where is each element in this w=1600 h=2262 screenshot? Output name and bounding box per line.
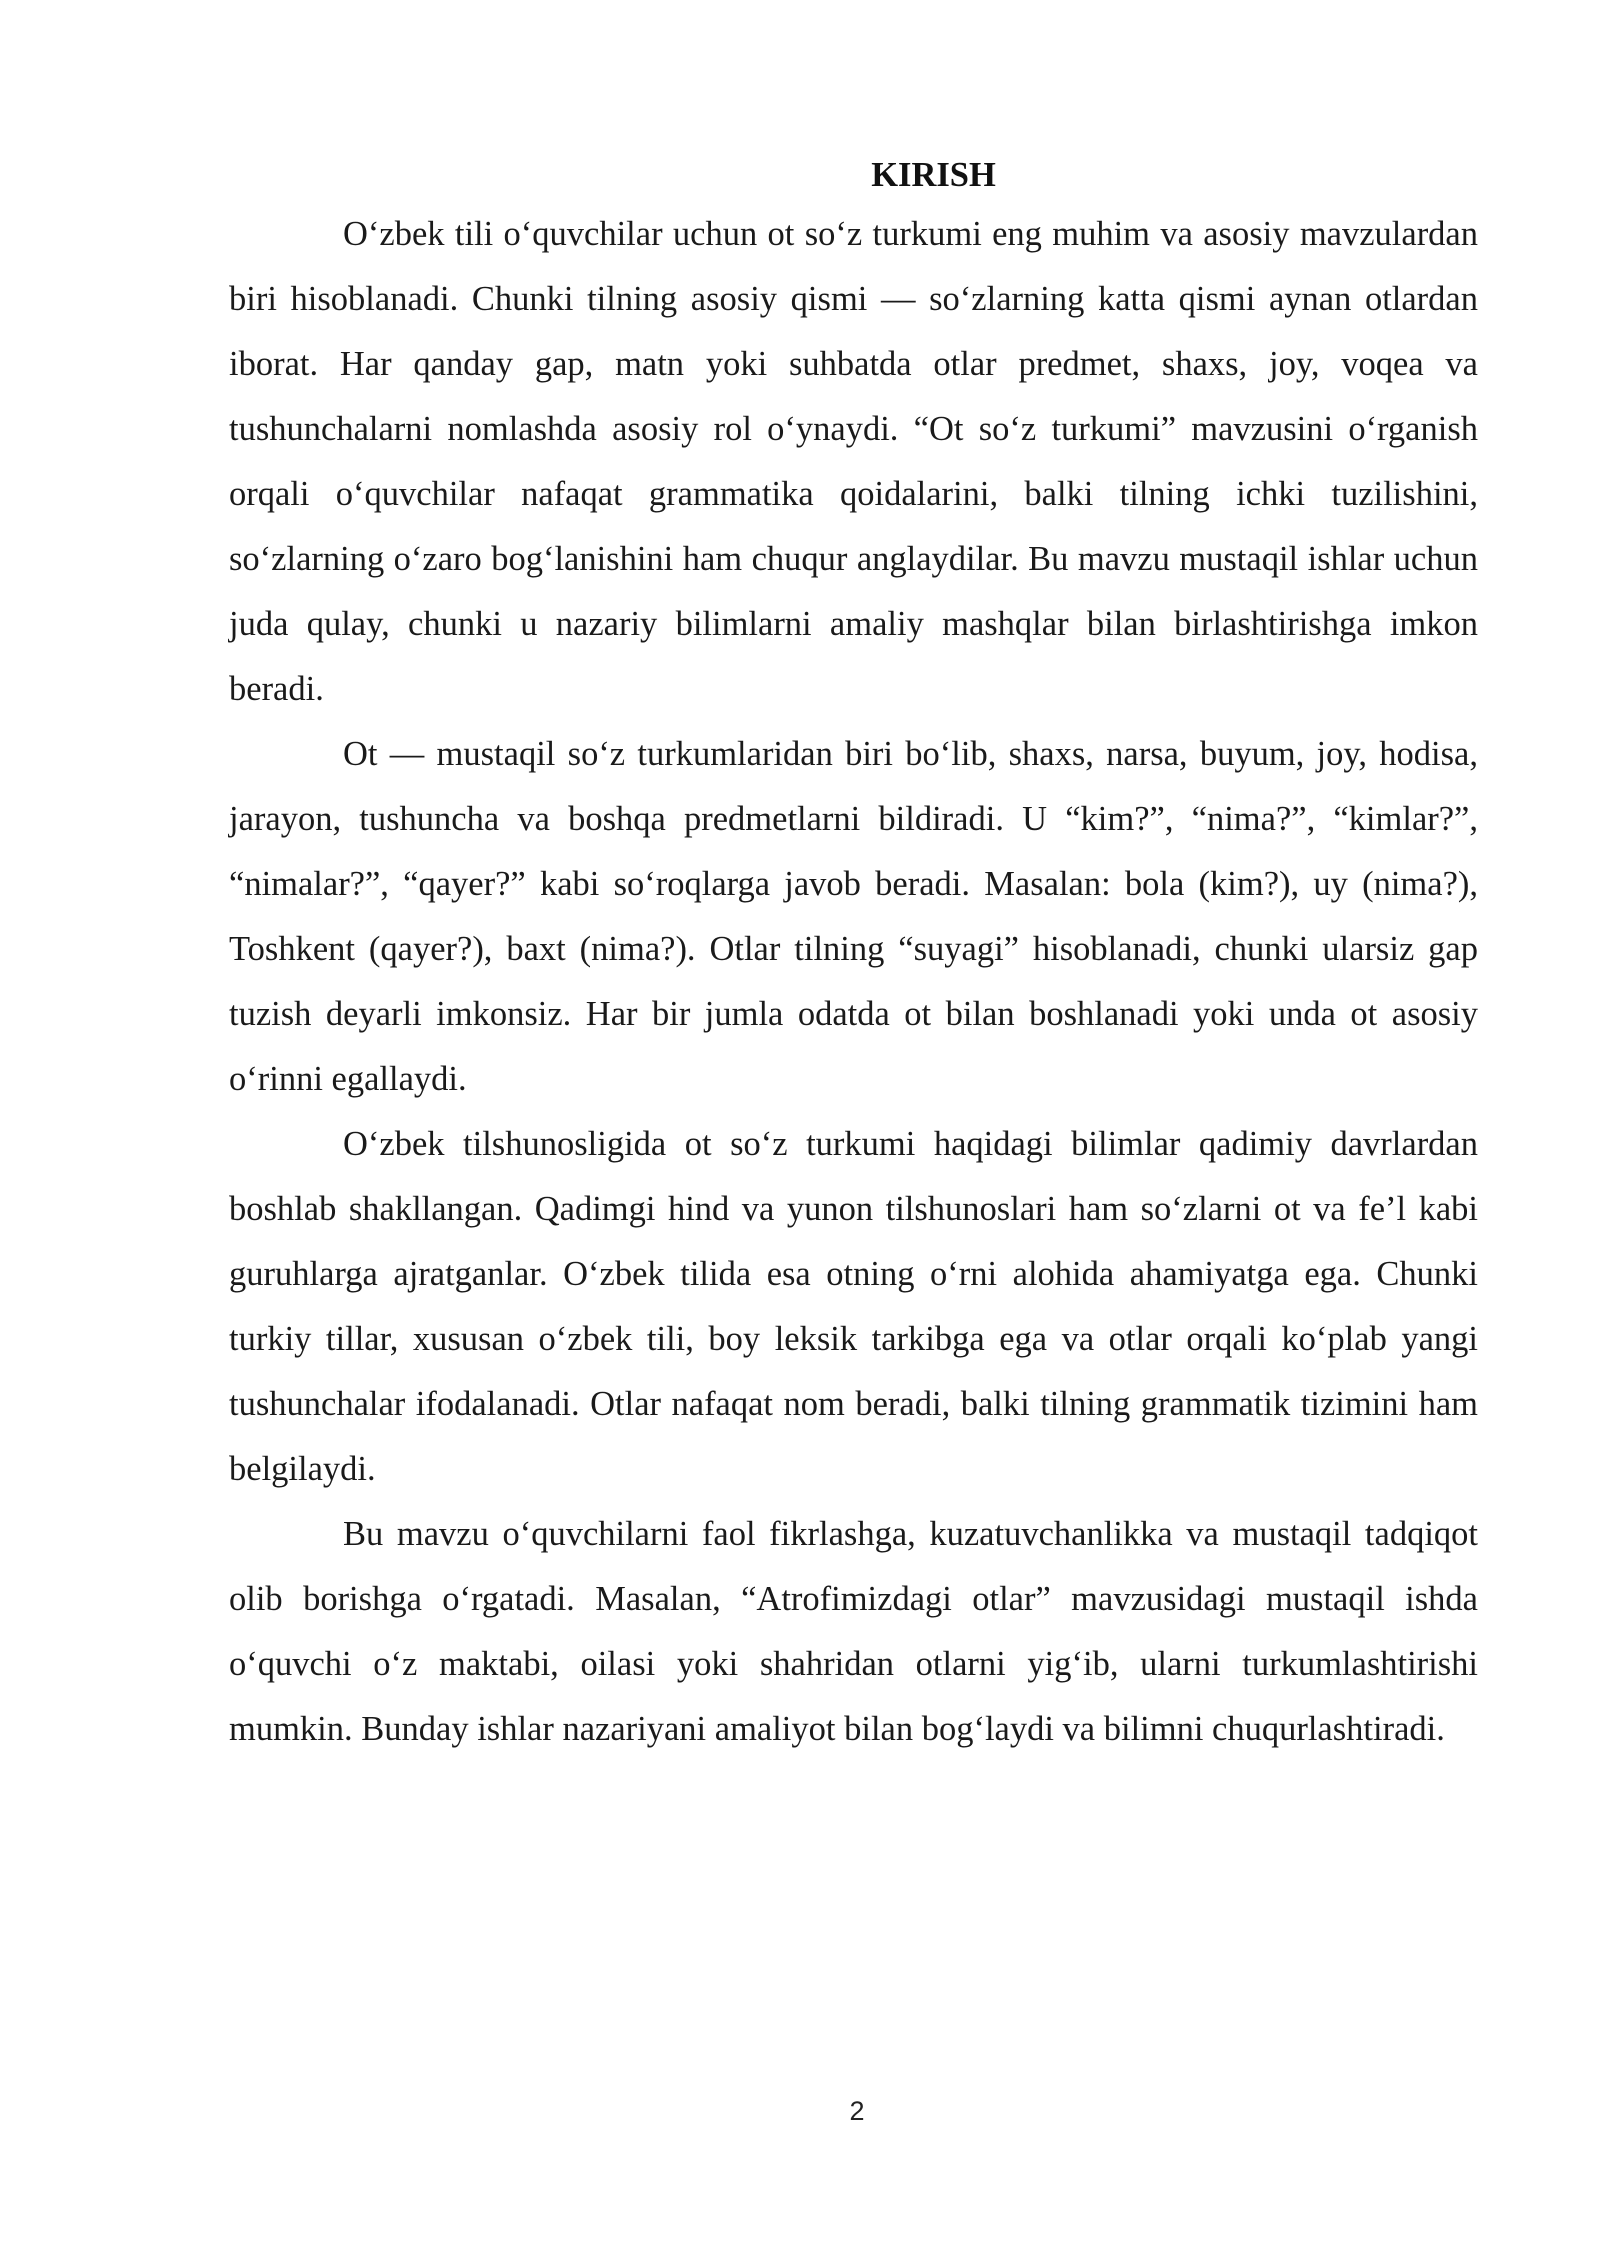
section-heading: KIRISH: [871, 156, 996, 194]
paragraph-4: Bu mavzu o‘quvchilarni faol fikrlashga, kuzatuvchanlikka va mustaqil tadqiqot olib borishga o‘rgatadi. Masalan, “Atrofimizdagi otlar” mavzusidagi mustaqil ishda o‘quvchi o‘z maktabi, oilasi yoki shahridan otlarni yig‘ib, ularni turkumlashtirishi mumkin. Bunday ishlar nazariyani amaliyot bilan bog‘laydi va bilimni chuqurlashtiradi.: [229, 1515, 1478, 1748]
document-body: [229, 148, 1478, 1762]
paragraph-3: O‘zbek tilshunosligida ot so‘z turkumi haqidagi bilimlar qadimiy davrlardan boshlab shakllangan. Qadimgi hind va yunon tilshunoslari ham so‘zlarni ot va fe’l kabi guruhlarga ajratganlar. O‘zbek tilida esa otning o‘rni alohida ahamiyatga ega. Chunki turkiy tillar, xususan o‘zbek tili, boy leksik tarkibga ega va otlar orqali ko‘plab yangi tushunchalar ifodalanadi. Otlar nafaqat nom beradi, balki tilning grammatik tizimini ham belgilaydi.: [229, 1125, 1478, 1488]
paragraph-2: Ot — mustaqil so‘z turkumlaridan biri bo‘lib, shaxs, narsa, buyum, joy, hodisa, jarayon, tushuncha va boshqa predmetlarni bildiradi. U “kim?”, “nima?”, “kimlar?”, “nimalar?”, “qayer?” kabi so‘roqlarga javob beradi. Masalan: bola (kim?), uy (nima?), Toshkent (qayer?), baxt (nima?). Otlar tilning “suyagi” hisoblanadi, chunki ularsiz gap tuzish deyarli imkonsiz. Har bir jumla odatda ot bilan boshlanadi yoki unda ot asosiy o‘rinni egallaydi.: [229, 735, 1478, 1098]
page-number: 2: [849, 2096, 865, 2126]
paragraph-1: O‘zbek tili o‘quvchilar uchun ot so‘z turkumi eng muhim va asosiy mavzulardan biri hisoblanadi. Chunki tilning asosiy qismi — so‘zlarning katta qismi aynan otlardan iborat. Har qanday gap, matn yoki suhbatda otlar predmet, shaxs, joy, voqea va tushunchalarni nomlashda asosiy rol o‘ynaydi. “Ot so‘z turkumi” mavzusini o‘rganish orqali o‘quvchilar nafaqat grammatika qoidalarini, balki tilning ichki tuzilishini, so‘zlarning o‘zaro bog‘lanishini ham chuqur anglaydilar. Bu mavzu mustaqil ishlar uchun juda qulay, chunki u nazariy bilimlarni amaliy mashqlar bilan birlashtirishga imkon beradi.: [229, 215, 1478, 708]
